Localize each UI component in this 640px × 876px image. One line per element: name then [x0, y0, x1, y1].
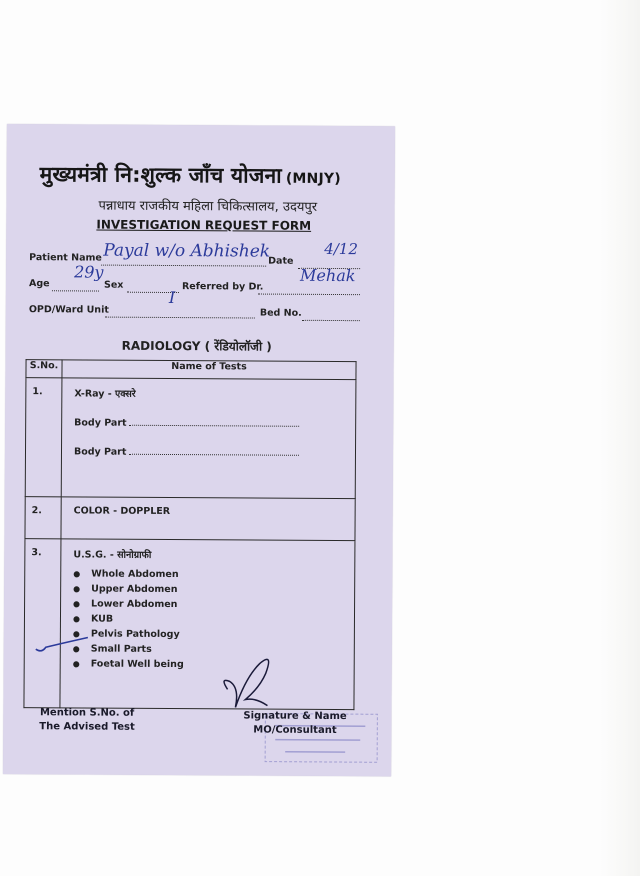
signature-block [243, 709, 346, 738]
referred-label: Referred by Dr. [181, 281, 264, 293]
doppler-test[interactable]: COLOR - DOPPLER [73, 505, 171, 518]
row-number: 2. [25, 497, 61, 539]
row-number: 1. [25, 378, 62, 497]
test-cell [61, 378, 356, 499]
tests-header: Name of Tests [62, 360, 356, 380]
referred-line [258, 293, 360, 296]
hospital-name: पन्नाधाय राजकीय महिला चिकित्सालय, उदयपुर [98, 198, 318, 215]
list-item[interactable]: ● Small Parts [73, 643, 354, 656]
table-row [25, 497, 355, 541]
usg-options [73, 568, 355, 671]
age-line [52, 289, 99, 291]
date-field[interactable]: 4/12 [324, 239, 358, 259]
test-cell [61, 497, 355, 541]
patient-name-line [101, 264, 266, 267]
signature-line-2: MO/Consultant [253, 724, 337, 737]
date-label: Date [268, 255, 294, 267]
scheme-name: मुख्यमंत्री नि:शुल्क जाँच योजना [39, 162, 282, 188]
advised-line-1: Mention S.No. of [39, 707, 135, 719]
list-item[interactable]: ● Foetal Well being [73, 658, 354, 671]
body-part-label: Body Part [73, 446, 127, 458]
row-number: 3. [24, 539, 61, 708]
opd-field[interactable]: I [168, 287, 176, 308]
sex-label: Sex [103, 279, 124, 291]
signature-line-1: Signature & Name [243, 710, 347, 723]
patient-name-label: Patient Name [29, 252, 102, 264]
age-label: Age [28, 278, 50, 290]
body-part-label: Body Part [74, 417, 127, 429]
scheme-tag: (MNJY) [285, 170, 341, 188]
opd-line [105, 316, 255, 319]
list-item[interactable]: ● Pelvis Pathology [73, 628, 354, 641]
patient-name-field[interactable]: Payal w/o Abhishek [103, 240, 271, 262]
age-field[interactable]: 29y [74, 262, 104, 282]
referred-field[interactable]: Mehak [300, 265, 356, 286]
xray-test[interactable]: X-Ray - एक्सरे [74, 388, 136, 400]
table-row [25, 378, 356, 499]
radiology-heading: RADIOLOGY ( रेंडियोलॉजी ) [121, 338, 272, 354]
investigation-form [3, 124, 395, 776]
bed-label: Bed No. [259, 307, 302, 319]
table-row [24, 539, 355, 710]
list-item[interactable]: ● KUB [73, 613, 354, 626]
list-item[interactable]: ● Whole Abdomen [73, 568, 354, 581]
list-item[interactable]: ● Upper Abdomen [73, 583, 354, 596]
advised-note [39, 706, 135, 735]
advised-line-2: The Advised Test [39, 721, 135, 733]
signature-icon [215, 647, 285, 717]
test-cell [60, 539, 355, 710]
form-heading: INVESTIGATION REQUEST FORM [96, 217, 312, 233]
bed-line [302, 319, 360, 321]
usg-test[interactable]: U.S.G. - सोनोग्राफी [73, 549, 152, 561]
body-part-field[interactable] [74, 417, 355, 430]
sno-header: S.No. [26, 360, 62, 378]
scan-background [600, 0, 640, 876]
form-title-hindi [40, 160, 341, 190]
opd-label: OPD/Ward Unit [28, 304, 109, 316]
table-header-row [26, 360, 356, 380]
list-item[interactable]: ● Lower Abdomen [73, 598, 354, 611]
body-part-field[interactable] [74, 446, 355, 459]
checkmark-icon [32, 629, 92, 659]
